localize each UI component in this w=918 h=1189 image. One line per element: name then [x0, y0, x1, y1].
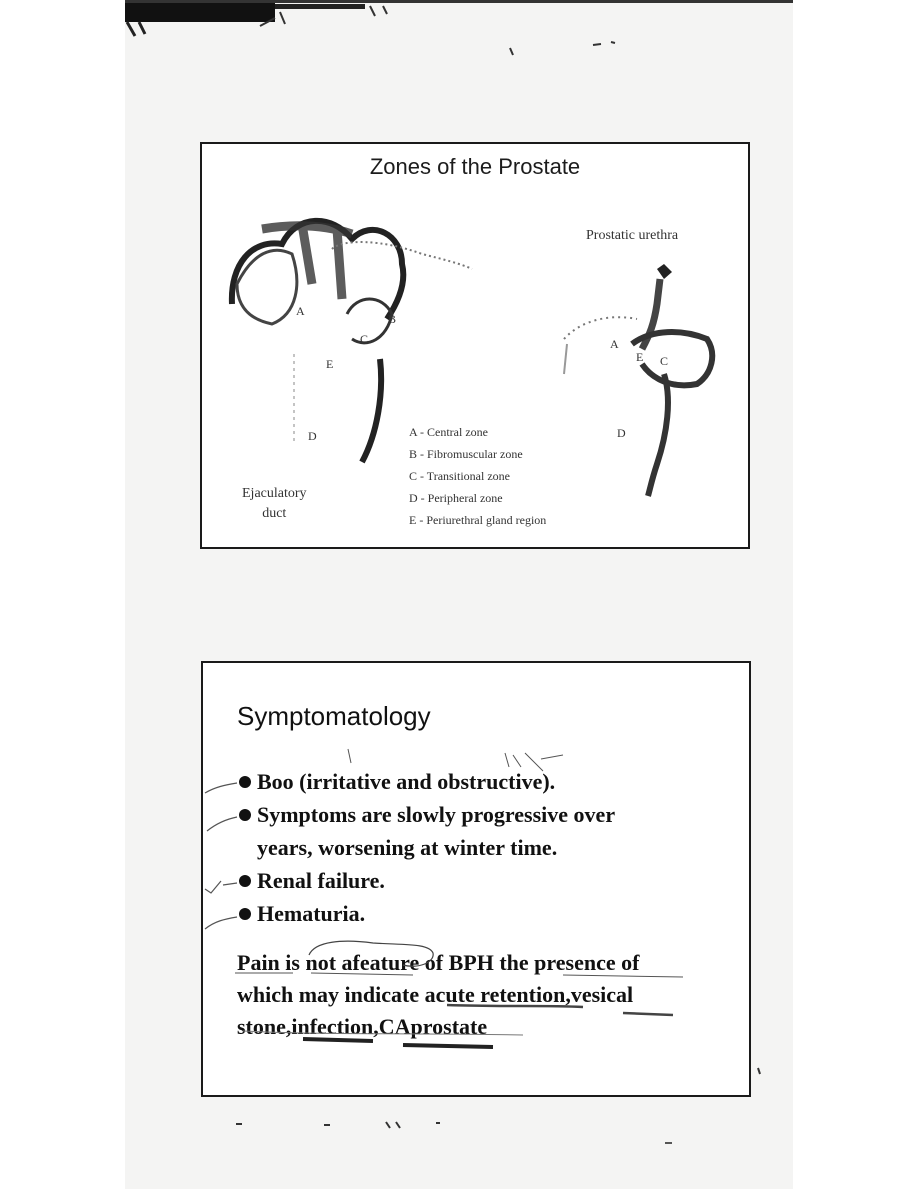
zone-letter-d-left: D: [308, 429, 317, 443]
slide-title: Symptomatology: [237, 701, 431, 731]
list-item-text: Hematuria.: [257, 901, 366, 926]
slide-title: Zones of the Prostate: [369, 154, 581, 179]
legend-item: E - Periurethral gland region: [409, 513, 547, 527]
zone-letter-d-right: D: [617, 426, 626, 440]
note-line: Pain is not afeature of BPH the presence of: [237, 950, 640, 975]
list-item-text: Renal failure.: [257, 868, 385, 893]
note-line: stone,infection,CAprostate: [237, 1014, 488, 1039]
list-item-text: Symptoms are slowly progressive over: [257, 802, 616, 827]
zone-letter-c-left: C: [360, 332, 369, 346]
list-item-text: years, worsening at winter time.: [257, 835, 558, 860]
zone-letter-a-right: A: [610, 337, 619, 351]
callout-duct-line2: duct: [262, 506, 287, 521]
legend-item: C - Transitional zone: [409, 469, 510, 483]
list-item-text: Boo (irritative and obstructive).: [257, 769, 556, 794]
note-line: which may indicate acute retention,vesical: [237, 982, 634, 1007]
zone-letter-a-left: A: [296, 304, 305, 318]
legend-item: A - Central zone: [409, 425, 488, 439]
zone-letter-b-left: B: [388, 312, 397, 326]
zone-letter-c-right: C: [660, 354, 669, 368]
callout-prostatic-urethra: Prostatic urethra: [586, 228, 679, 243]
legend-item: B - Fibromuscular zone: [409, 447, 523, 461]
zone-letter-e-left: E: [326, 357, 334, 371]
zone-letter-e-right: E: [636, 350, 644, 364]
callout-duct-line1: Ejaculatory: [242, 486, 307, 501]
legend-item: D - Peripheral zone: [409, 491, 503, 505]
